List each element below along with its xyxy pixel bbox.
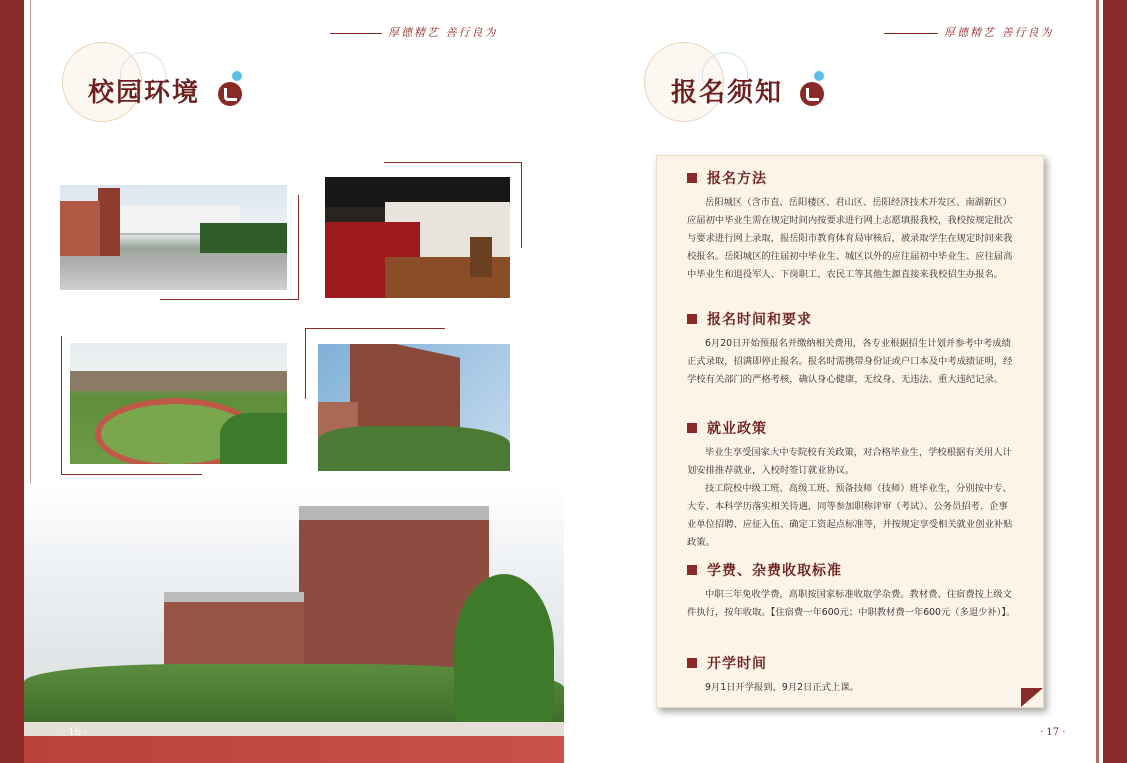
sports-field-photo (70, 343, 287, 464)
right-page-number: · 17 · (1040, 727, 1066, 738)
right-spine-edge (1096, 0, 1099, 763)
left-page-heading: 校园环境 (88, 78, 201, 108)
pointing-hand-icon (800, 82, 824, 106)
section-text-employment-1: 毕业生享受国家大中专院校有关政策，对合格毕业生，学校根据有关用人计划安排推荐就业，入校时签订就业协议。 (687, 447, 1012, 476)
left-motto: 厚德精艺 善行良为 (388, 26, 498, 39)
right-motto-line (884, 33, 938, 34)
dormitory-photo (318, 344, 510, 471)
section-text-start: 9月1日开学报到，9月2日正式上课。 (705, 682, 859, 693)
section-title-employment: 就业政策 (687, 418, 767, 438)
section-text-time: 6月20日开始预报名并缴纳相关费用，各专业根据招生计划并参考中考成绩正式录取，招满即停止报名。报名时需携带身份证或户口本及中考成绩证明，经学校有关部门的严格考核，确认身心健康，无纹身、无违法、重大违纪记录。 (687, 338, 1013, 385)
auditorium-photo (325, 177, 510, 298)
left-motto-line (330, 33, 382, 34)
section-text-employment-2: 技工院校中级工班、高级工班、预备技师（技师）班毕业生，分别按中专、大专、本科学历落实相关待遇，同等参加职称评审（考试）、公务员招考、企事业单位招聘、应征入伍、确定工资起点标准等，并按规定享受相关就业创业补贴政策。 (687, 483, 1013, 548)
left-spine (0, 0, 24, 763)
section-text-fees: 中职三年免收学费，高职按国家标准收取学杂费。教材费、住宿费按上级文件执行，按年收取。【住宿费一年600元；中职教材费一年600元（多退少补）】。 (687, 589, 1016, 618)
right-page-heading: 报名须知 (671, 78, 784, 108)
section-title-time: 报名时间和要求 (687, 309, 812, 329)
right-motto: 厚德精艺 善行良为 (944, 26, 1054, 39)
right-spine (1103, 0, 1127, 763)
enrollment-notice-card (656, 155, 1044, 708)
section-title-fees: 学费、杂费收取标准 (687, 560, 842, 580)
section-title-method: 报名方法 (687, 168, 767, 188)
left-page-number: · 16 · (62, 727, 88, 738)
accent-dot (232, 71, 242, 81)
teaching-building-photo (24, 484, 564, 763)
section-text-method: 岳阳城区（含市直、岳阳楼区、君山区、岳阳经济技术开发区、南湖新区）应届初中毕业生需在规定时间内按要求进行网上志愿填报我校，我校按规定批次与要求进行网上录取，报岳阳市教育体育局审核后，被录取学生在规定时间来我校报名。岳阳城区的往届初中毕业生、城区以外的应往届初中毕业生、应往届高中毕业生和退役军人、下岗职工、农民工等其他生源直接来我校招生办报名。 (687, 197, 1013, 280)
section-title-start: 开学时间 (687, 653, 767, 673)
accent-dot (814, 71, 824, 81)
gate-photo (60, 185, 287, 290)
pointing-hand-icon (218, 82, 242, 106)
